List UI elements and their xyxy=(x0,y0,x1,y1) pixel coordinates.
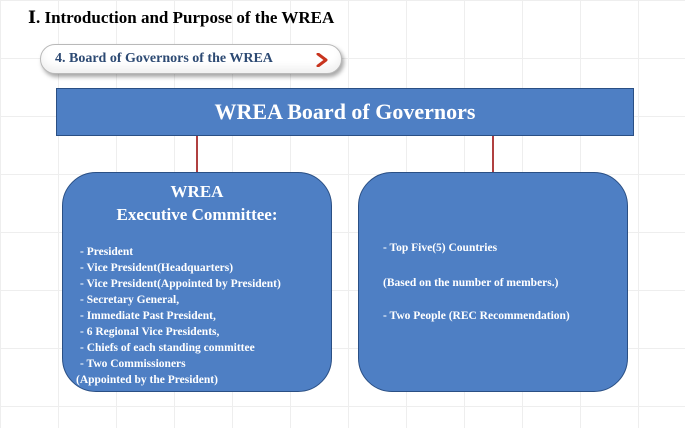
page-heading: Ⅰ. Introduction and Purpose of the WREA xyxy=(28,8,335,27)
connector-left xyxy=(196,136,198,172)
board-of-governors-title: WREA Board of Governors xyxy=(214,99,476,124)
list-item: - Top Five(5) Countries xyxy=(383,242,498,254)
list-item: (Appointed by the President) xyxy=(76,374,218,386)
list-item: - 6 Regional Vice Presidents, xyxy=(80,326,220,338)
connector-right xyxy=(492,136,494,172)
list-item: - Vice President(Headquarters) xyxy=(80,262,234,274)
list-item: - Secretary General, xyxy=(80,294,180,306)
countries-panel xyxy=(358,172,628,392)
list-item: (Based on the number of members.) xyxy=(383,277,559,289)
list-item: - Immediate Past President, xyxy=(80,310,216,322)
executive-committee-title-line2: Executive Committee: xyxy=(116,205,278,224)
list-item: - Two People (REC Recommendation) xyxy=(383,310,570,322)
chevron-right-icon xyxy=(315,53,329,67)
executive-committee-panel xyxy=(62,172,332,392)
list-item: - President xyxy=(80,246,134,258)
executive-committee-list xyxy=(76,244,281,388)
list-item: - Chiefs of each standing committee xyxy=(80,342,255,354)
executive-committee-title-line1: WREA xyxy=(170,182,224,201)
list-item: - Vice President(Appointed by President) xyxy=(80,278,281,290)
section-pill[interactable] xyxy=(40,44,342,74)
list-item: - Two Commissioners xyxy=(80,358,186,370)
board-of-governors-box xyxy=(56,88,634,136)
section-pill-label: 4. Board of Governors of the WREA xyxy=(55,51,273,66)
